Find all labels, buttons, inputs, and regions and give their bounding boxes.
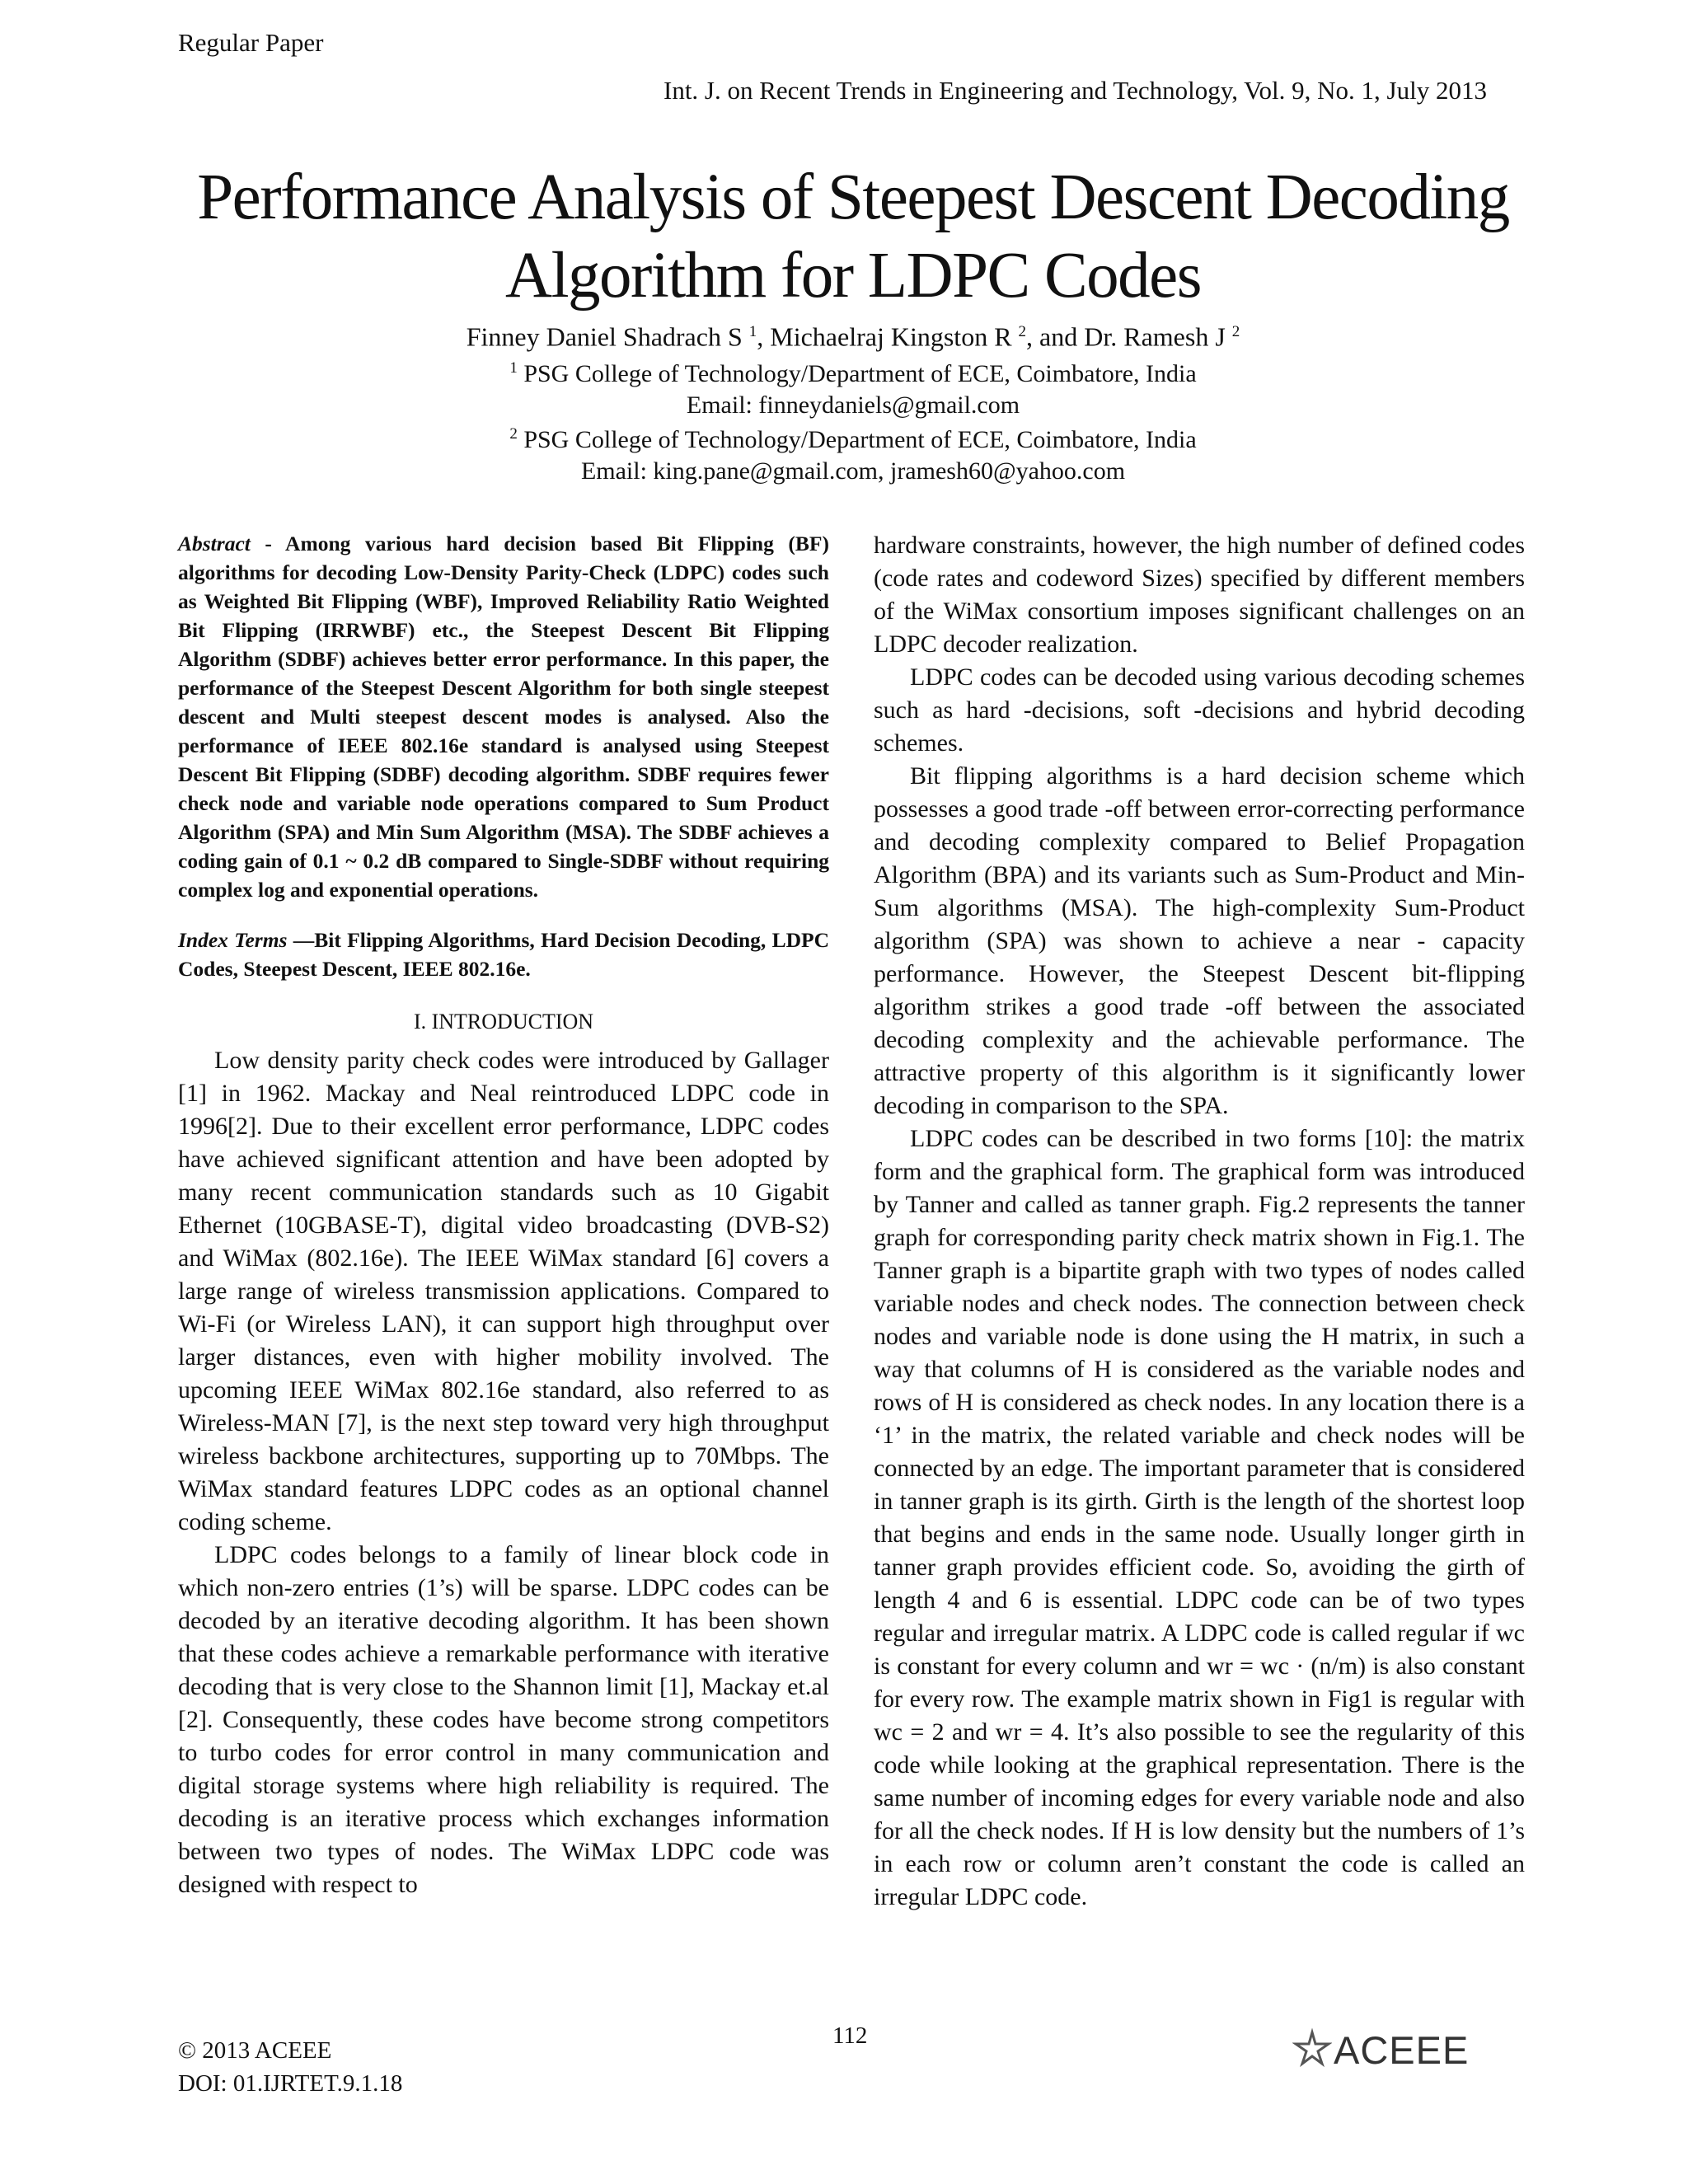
author-2-affil: 2 (1018, 323, 1027, 340)
affiliation-1-institution: PSG College of Technology/Department of ECE, Coimbatore, India (523, 360, 1197, 387)
copyright: © 2013 ACEEE (178, 2037, 332, 2064)
star-icon (1292, 2027, 1332, 2069)
footer-info (178, 2034, 402, 2100)
page-number: 112 (832, 2022, 868, 2049)
affiliation-2-email: Email: king.pane@gmail.com, jramesh60@yahoo.com (580, 457, 1126, 485)
intro-paragraph-1: Low density parity check codes were introduced by Gallager [1] in 1962. Mackay and Neal reintroduced LDPC code in 1996[2]. Due to their excellent error performance, LDPC codes have achieved significant attention and have been adopted by many recent communication standards such as 10 Gigabit Ethernet (10GBASE-T), digital video broadcasting (DVB-S2) and WiMax (802.16e). The IEEE WiMax standard [6] covers a large range of wireless transmission applications. Compared to Wi-Fi (or Wireless LAN), it can support high throughput over larger distances, even with higher mobility involved. The upcoming IEEE WiMax 802.16e standard, also referred to as Wireless-MAN [7], is the next step toward very high throughput wireless backbone architectures, supporting up to 70Mbps. The WiMax standard features LDPC codes as an optional channel coding scheme. (178, 1047, 829, 1535)
affiliation-2 (124, 419, 1582, 487)
affiliation-1-email: Email: finneydaniels@gmail.com (686, 391, 1020, 419)
paper-type-label: Regular Paper (178, 28, 324, 57)
section-heading-introduction: I. INTRODUCTION (413, 1010, 594, 1033)
author-list (124, 316, 1582, 354)
index-terms-label: Index Terms (178, 928, 288, 952)
title-line-1: Performance Analysis of Steepest Descent Decoding (197, 162, 1509, 233)
abstract-text: - Among various hard decision based Bit Flipping (BF) algorithms for decoding Low-Density Parity-Check (LDPC) codes such as Weighted Bit Flipping (WBF), Improved Reliability Ratio Weighted Bit Flipping (IRRWBF) etc., the Steepest Descent Bit Flipping Algorithm (SDBF) achieves better error performance. In this paper, the performance of the Steepest Descent Algorithm for both single steepest descent and Multi steepest descent modes is analysed. Also the performance of IEEE 802.16e standard is analysed using Steepest Descent Bit Flipping (SDBF) decoding algorithm. SDBF requires fewer check node and variable node operations compared to Sum Product Algorithm (SPA) and Min Sum Algorithm (MSA). The SDBF achieves a coding gain of 0.1 ~ 0.2 dB compared to Single-SDBF without requiring complex log and exponential operations. (178, 532, 829, 902)
index-terms-text: —Bit Flipping Algorithms, Hard Decision Decoding, LDPC Codes, Steepest Descent, IEEE 802.16e. (178, 928, 829, 981)
author-3: , and Dr. Ramesh J (1026, 321, 1232, 352)
author-2: , Michaelraj Kingston R (757, 321, 1019, 352)
abstract-label: Abstract (178, 532, 251, 555)
right-column (874, 529, 1525, 1914)
affiliation-1-number: 1 (509, 359, 518, 377)
affiliation-2-number: 2 (509, 425, 518, 443)
journal-citation: Int. J. on Recent Trends in Engineering and Technology, Vol. 9, No. 1, July 2013 (663, 76, 1487, 105)
publisher-logo-text: ACEEE (1334, 2028, 1470, 2072)
left-column (178, 529, 829, 1901)
doi: DOI: 01.IJRTET.9.1.18 (178, 2070, 403, 2097)
affiliation-1 (124, 353, 1582, 421)
affiliation-2-institution: PSG College of Technology/Department of ECE, Coimbatore, India (523, 426, 1197, 453)
right-paragraph-1: hardware constraints, however, the high number of defined codes (code rates and codeword Sizes) specified by different members of the WiMax consortium imposes significant challenges on an LDPC decoder realization. (874, 532, 1525, 658)
index-terms (178, 926, 829, 983)
title-line-2: Algorithm for LDPC Codes (505, 240, 1201, 312)
author-1: Finney Daniel Shadrach S (466, 321, 749, 352)
author-1-affil: 1 (748, 323, 757, 340)
right-paragraph-3: Bit flipping algorithms is a hard decision scheme which possesses a good trade -off between error-correcting performance and decoding complexity compared to Belief Propagation Algorithm (BPA) and its variants such as Sum-Product and Min-Sum algorithms (MSA). The high-complexity Sum-Product algorithm (SPA) was shown to achieve a near - capacity performance. However, the Steepest Descent bit-flipping algorithm strikes a good trade -off between the associated decoding complexity and the achievable performance. The attractive property of this algorithm is it significantly lower decoding in comparison to the SPA. (874, 762, 1525, 1119)
paper-title (124, 158, 1582, 315)
right-paragraph-2: LDPC codes can be decoded using various decoding schemes such as hard -decisions, soft -decisions and hybrid decoding schemes. (874, 663, 1525, 757)
author-3-affil: 2 (1231, 323, 1240, 340)
right-paragraph-4: LDPC codes can be described in two forms [10]: the matrix form and the graphical form. The graphical form was introduced by Tanner and called as tanner graph. Fig.2 represents the tanner graph for corresponding parity check matrix shown in Fig.1. The Tanner graph is a bipartite graph with two types of nodes called variable nodes and check nodes. The connection between check nodes and variable node is done using the H matrix, in such a way that columns of H is considered as the variable nodes and rows of H is considered as check nodes. In any location there is a ‘1’ in the matrix, the related variable and check nodes will be connected by an edge. The important parameter that is considered in tanner graph is its girth. Girth is the length of the shortest loop that begins and ends in the same node. Usually longer girth in tanner graph provides efficient code. So, avoiding the girth of length 4 and 6 is essential. LDPC code can be of two types regular and irregular matrix. A LDPC code is called regular if wc is constant for every column and wr = wc · (n/m) is also constant for every row. The example matrix shown in Fig1 is regular with wc = 2 and wr = 4. It’s also possible to see the regularity of this code while looking at the graphical representation. There is the same number of incoming edges for every variable node and also for all the check nodes. If H is low density but the numbers of 1’s in each row or column aren’t constant the code is called an irregular LDPC code. (874, 1125, 1525, 1910)
intro-paragraph-2: LDPC codes belongs to a family of linear block code in which non-zero entries (1’s) will be sparse. LDPC codes can be decoded by an iterative decoding algorithm. It has been shown that these codes achieve a remarkable performance with iterative decoding that is very close to the Shannon limit [1], Mackay et.al [2]. Consequently, these codes have become strong competitors to turbo codes for error control in many communication and digital storage systems where high reliability is required. The decoding is an iterative process which exchanges information between two types of nodes. The WiMax LDPC code was designed with respect to (178, 1541, 829, 1898)
abstract (178, 529, 829, 904)
publisher-logo (1292, 2027, 1525, 2072)
